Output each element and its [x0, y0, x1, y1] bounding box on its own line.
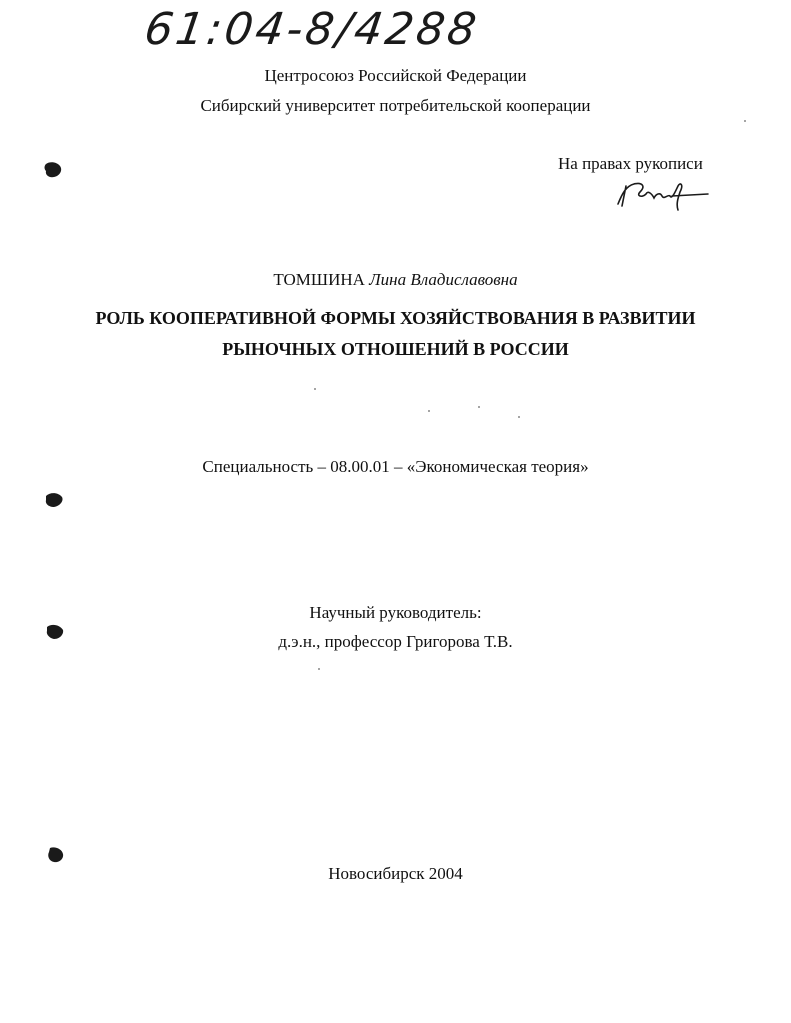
organization-line-2: Сибирский университет потребительской кооперации [200, 96, 591, 115]
punch-hole-mark [45, 845, 67, 865]
author-name [0, 270, 791, 290]
scan-speck [478, 406, 480, 408]
scan-speck [744, 120, 746, 122]
punch-hole-mark [44, 622, 66, 642]
rights-note: На правах рукописи [558, 154, 703, 173]
dissertation-title-line-2: РЫНОЧНЫХ ОТНОШЕНИЙ В РОССИИ [222, 339, 569, 359]
advisor-name: д.э.н., профессор Григорова Т.В. [278, 632, 513, 651]
specialty: Специальность – 08.00.01 – «Экономическая теория» [202, 457, 589, 476]
author-given-names: Лина Владиславовна [369, 270, 518, 289]
archive-number-handwritten: 61:04-8/4288 [141, 4, 483, 55]
dissertation-title-line-1: РОЛЬ КООПЕРАТИВНОЙ ФОРМЫ ХОЗЯЙСТВОВАНИЯ В РАЗВИТИИ [95, 308, 696, 328]
scan-speck [428, 410, 430, 412]
organization-line-1: Центросоюз Российской Федерации [264, 66, 527, 85]
advisor-label: Научный руководитель: [309, 603, 482, 622]
punch-hole-mark [42, 160, 64, 180]
scan-speck [314, 388, 316, 390]
punch-hole-mark [43, 490, 65, 510]
scan-speck [318, 668, 320, 670]
city-year: Новосибирск 2004 [328, 864, 463, 883]
author-surname: ТОМШИНА [273, 270, 365, 289]
author-signature [612, 172, 712, 214]
scan-speck [518, 416, 520, 418]
